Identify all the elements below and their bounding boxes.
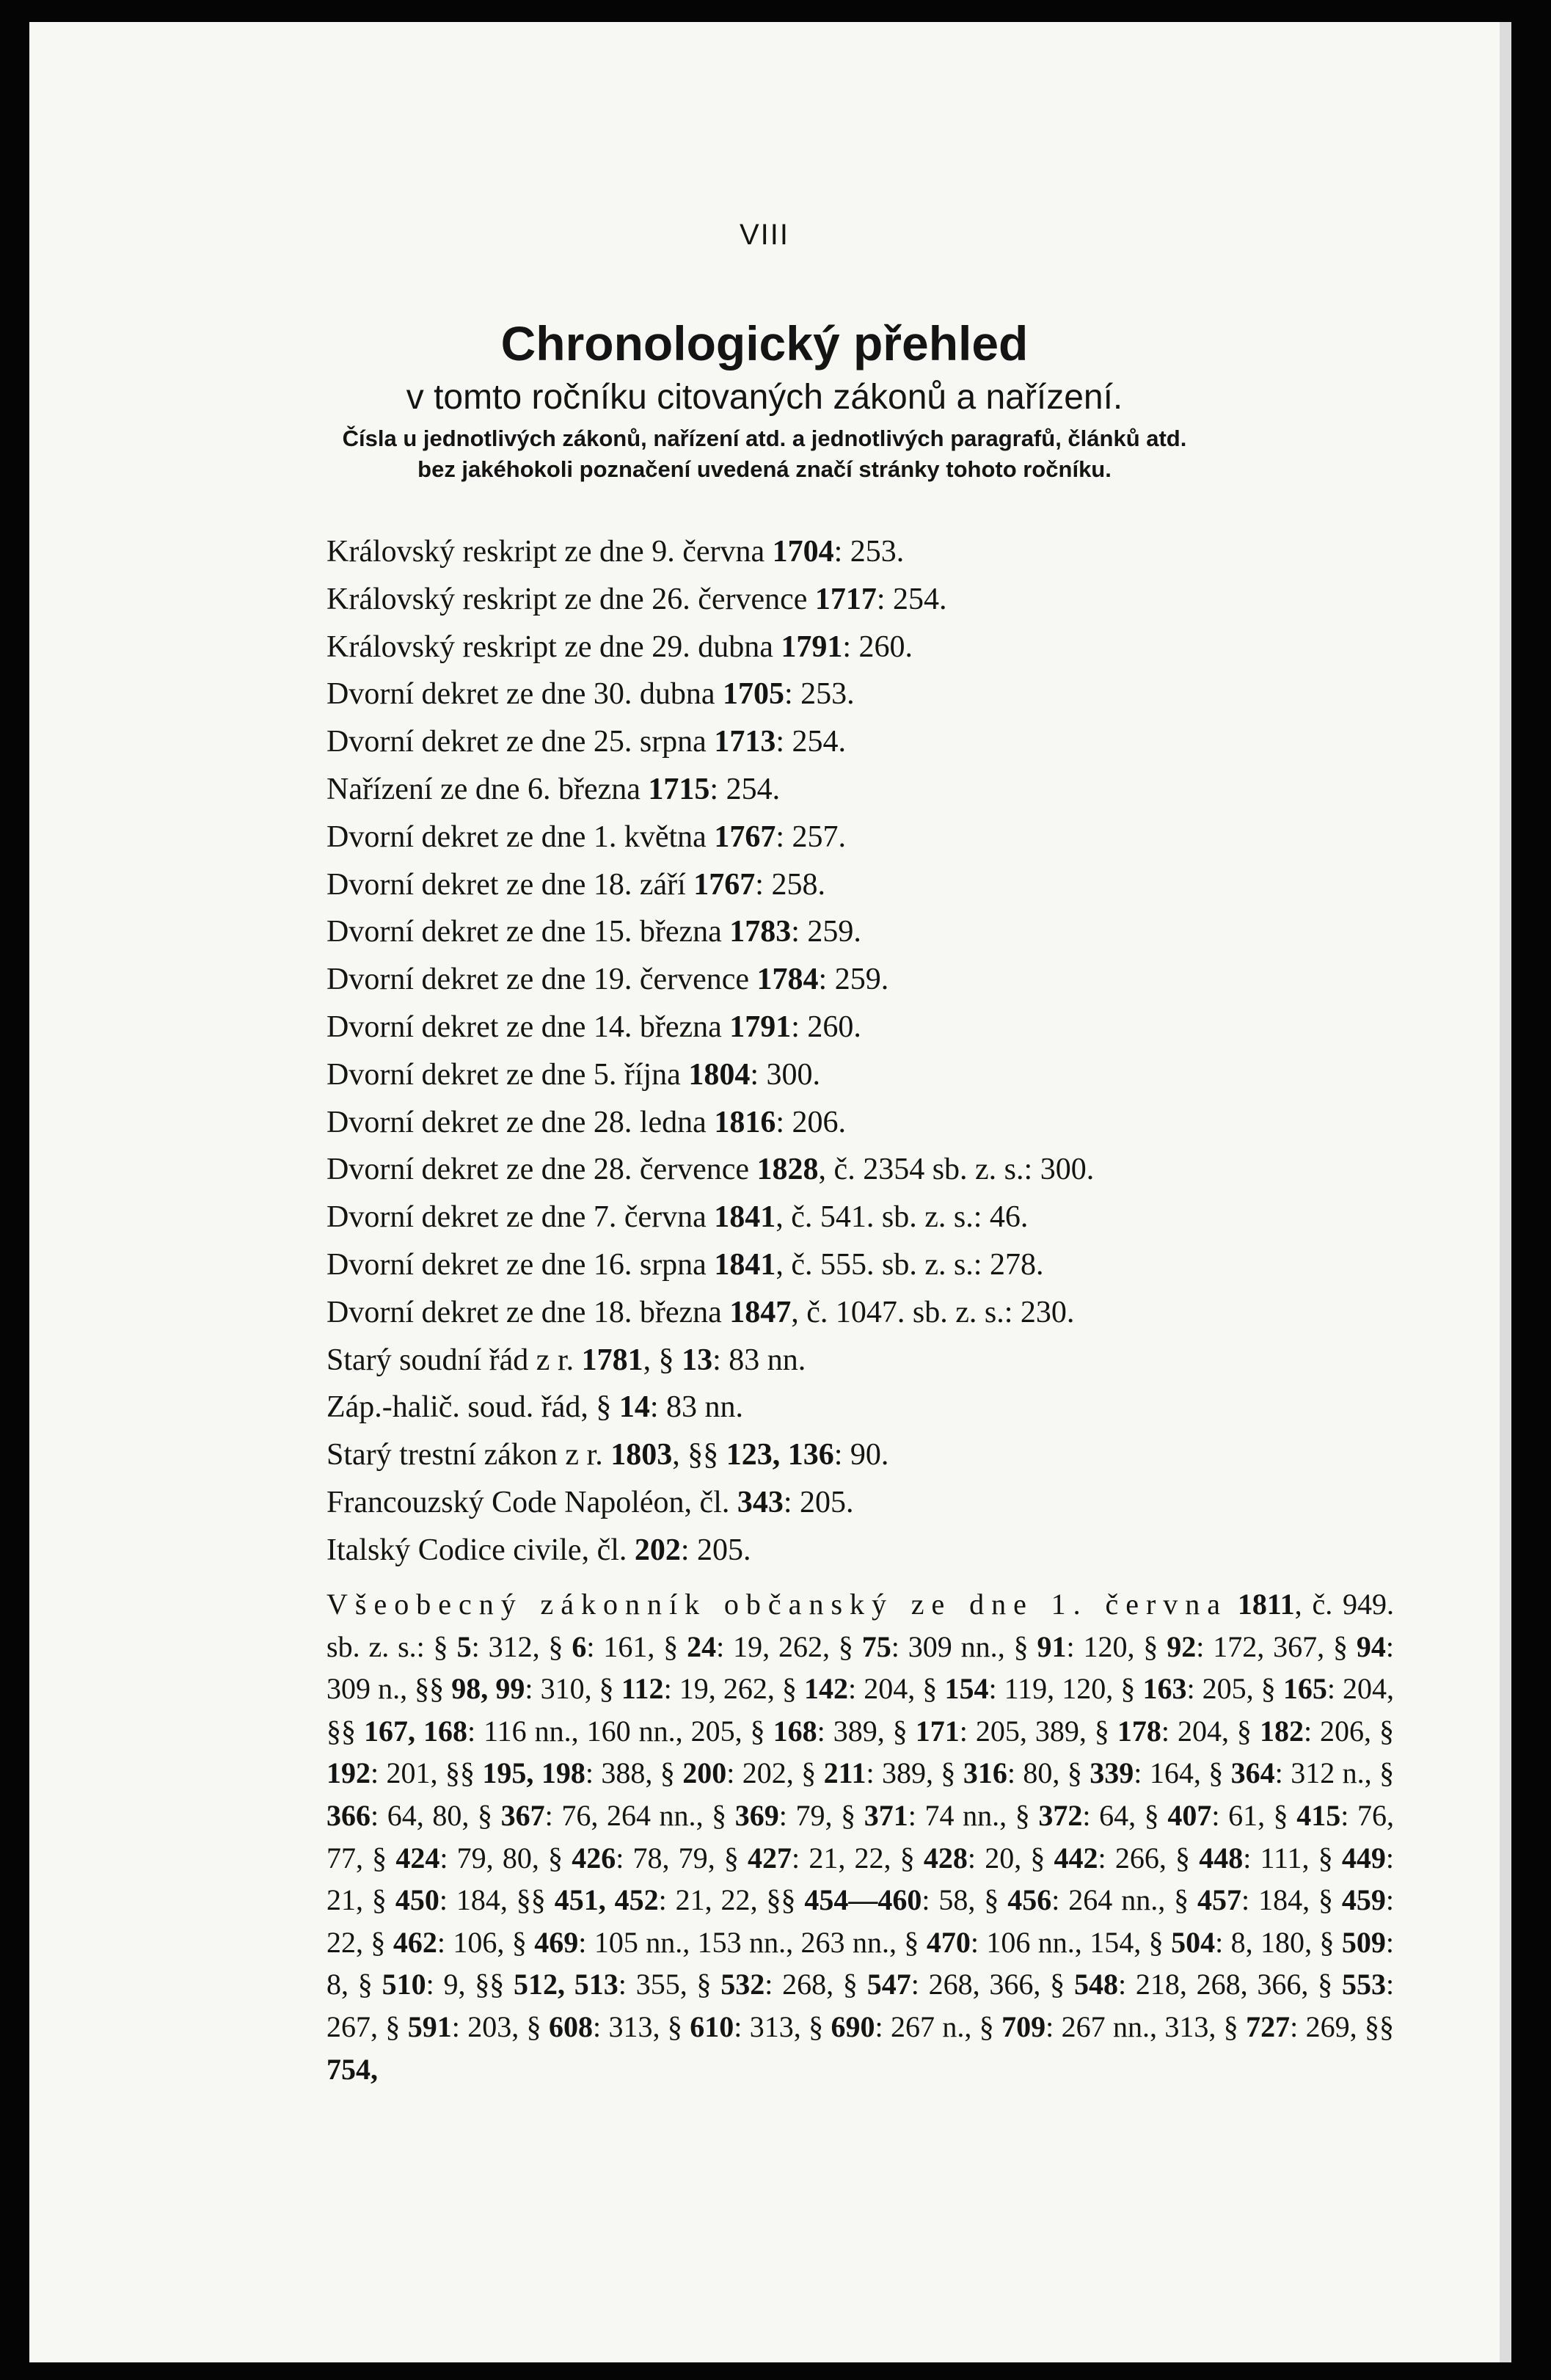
page-reference: 205 bbox=[1202, 1672, 1247, 1706]
paragraph-reference: , § 154: 119, 120 bbox=[908, 1672, 1106, 1706]
entry-text: Dvorní dekret ze dne 14. března bbox=[326, 1010, 730, 1044]
paragraph-reference: , § 364: 312 n. bbox=[1193, 1756, 1365, 1790]
entry-text: Nařízení ze dne 6. března bbox=[326, 772, 649, 806]
page-reference: 267 n. bbox=[891, 2010, 965, 2043]
paragraph-reference: , § 591: 203 bbox=[371, 2010, 512, 2043]
paragraph-reference: , § 372: 64 bbox=[999, 1798, 1129, 1832]
paragraph-reference: , § 510: 9 bbox=[341, 1968, 459, 2001]
paragraph-reference: , § 369: 79 bbox=[696, 1798, 825, 1832]
paragraph-reference: , § 548: 218, 268, 366 bbox=[1033, 1968, 1302, 2001]
entry-reference: : 260. bbox=[842, 629, 913, 664]
paragraph-number: 462 bbox=[393, 1925, 437, 1959]
entry-reference: : 253. bbox=[784, 677, 855, 712]
page-reference: 111 bbox=[1260, 1841, 1302, 1875]
entry-year: 1784 bbox=[756, 963, 819, 997]
page-reference: 116 nn., 160 nn., 205 bbox=[483, 1714, 735, 1748]
entry-text: Dvorní dekret ze dne 18. března bbox=[326, 1295, 730, 1329]
paragraph-number: 591 bbox=[407, 2010, 452, 2043]
entry-reference: : 260. bbox=[791, 1010, 861, 1044]
paragraph-number: 94 bbox=[1356, 1629, 1386, 1663]
entry-line bbox=[326, 1289, 1412, 1337]
entry-year: 1783 bbox=[729, 915, 792, 949]
paragraph-number: 608 bbox=[549, 2010, 593, 2043]
page-reference: 105 nn., 153 nn., 263 nn. bbox=[594, 1925, 889, 1959]
entry-year: 1767 bbox=[714, 820, 776, 854]
entry-year: 1828 bbox=[756, 1153, 819, 1187]
paragraph-reference: , § 316: 80 bbox=[926, 1756, 1053, 1790]
entry-reference: : 300. bbox=[750, 1057, 820, 1092]
entry-text: Královský reskript ze dne 9. června bbox=[326, 535, 773, 569]
page-reference: 164 bbox=[1149, 1756, 1194, 1790]
page-reference: 184 bbox=[456, 1883, 500, 1917]
entry-line bbox=[326, 1384, 1412, 1431]
paragraph-number: 754, bbox=[326, 2052, 378, 2086]
entry-year: 14 bbox=[618, 1390, 650, 1425]
paragraph-number: 6 bbox=[572, 1629, 587, 1663]
civil-code-heading: Všeobecný zákonník občanský ze dne 1. června bbox=[326, 1588, 1228, 1621]
paragraph-reference: , § 168: 389 bbox=[734, 1714, 877, 1748]
civil-code-references bbox=[326, 1630, 1394, 2086]
page-reference: 203 bbox=[467, 2010, 512, 2043]
entry-year: 1791 bbox=[781, 629, 843, 664]
paragraph-reference: , § 171: 205, 389 bbox=[877, 1714, 1079, 1748]
paragraph-reference: , § 142: 204 bbox=[767, 1672, 908, 1706]
paragraph-number: 24 bbox=[687, 1629, 717, 1663]
page-reference: 120 bbox=[1083, 1629, 1128, 1663]
entry-text: Královský reskript ze dne 26. července bbox=[326, 582, 815, 616]
paragraph-reference: , §§ 195, 198: 388 bbox=[430, 1756, 646, 1790]
page-reference: 74 nn. bbox=[924, 1798, 1000, 1832]
entry-reference-tail: : 83 nn. bbox=[712, 1343, 806, 1377]
paragraph-number: 171 bbox=[915, 1714, 960, 1748]
paragraph-number: 448 bbox=[1199, 1841, 1244, 1875]
civil-code-year: 1811 bbox=[1237, 1588, 1295, 1621]
entry-year: 1781 bbox=[581, 1343, 643, 1377]
page-reference: 204 bbox=[864, 1672, 908, 1706]
paragraph-reference: , § 371: 74 nn. bbox=[825, 1798, 1000, 1832]
paragraph-reference: , § 415: 76, 77 bbox=[326, 1798, 1395, 1875]
paragraph-number: 532 bbox=[720, 1968, 765, 2001]
page-reference: 9 bbox=[443, 1968, 459, 2001]
paragraph-number: 200 bbox=[682, 1756, 727, 1790]
page-reference: 79 bbox=[795, 1798, 825, 1832]
paragraph-reference: , § 442: 266 bbox=[1014, 1841, 1159, 1875]
paragraph-number: 456 bbox=[1007, 1883, 1052, 1917]
entry-reference: : 254. bbox=[876, 582, 947, 616]
page-reference: 388 bbox=[601, 1756, 646, 1790]
page-reference: 205, 389 bbox=[975, 1714, 1079, 1748]
page-reference: 389 bbox=[833, 1714, 877, 1748]
paragraph-reference: , §§ 512, 513: 355 bbox=[458, 1968, 680, 2001]
page-reference: 312 n. bbox=[1291, 1756, 1365, 1790]
page-reference: 64 bbox=[1099, 1798, 1129, 1832]
paragraph-number: 426 bbox=[572, 1841, 616, 1875]
paragraph-reference: , § 610: 313 bbox=[652, 2010, 794, 2043]
paragraph-reference: , § 547: 268, 366 bbox=[826, 1968, 1034, 2001]
entry-text: Záp.-halič. soud. řád, § bbox=[326, 1390, 619, 1425]
paragraph-number: 364 bbox=[1230, 1756, 1275, 1790]
paragraph-reference: , § 339: 164 bbox=[1052, 1756, 1194, 1790]
paragraph-reference: , § 367: 76, 264 nn. bbox=[461, 1798, 696, 1832]
paragraph-reference: , § 456: 264 nn. bbox=[968, 1883, 1158, 1917]
page-reference: 202 bbox=[742, 1756, 787, 1790]
paragraph-number: 371 bbox=[864, 1798, 908, 1832]
paragraph-number: 454—460 bbox=[804, 1883, 922, 1917]
page-subtitle: v tomto ročníku citovaných zákonů a nařízení. bbox=[406, 378, 1123, 417]
paragraph-reference: , § 469: 105 nn., 153 nn., 263 nn. bbox=[497, 1925, 889, 1959]
page-reference: 355 bbox=[635, 1968, 680, 2001]
paragraph-reference: , § 553: 267 bbox=[326, 1968, 1395, 2043]
entry-text: Dvorní dekret ze dne 19. července bbox=[326, 963, 757, 997]
entry-year: 1704 bbox=[772, 535, 834, 569]
paragraph-reference: , § 94: 309 n. bbox=[326, 1629, 1395, 1706]
paragraph-reference: , § 690: 267 n. bbox=[793, 2010, 965, 2043]
entry-reference: , §§ bbox=[672, 1438, 726, 1472]
page-reference: 76, 264 nn. bbox=[561, 1798, 696, 1832]
entry-line bbox=[326, 528, 1412, 576]
entry-line bbox=[326, 1099, 1412, 1147]
paragraph-reference: , § 75: 309 nn. bbox=[822, 1629, 998, 1663]
entry-reference: : 257. bbox=[776, 820, 846, 854]
explanatory-note-line-2: bez jakéhokoli poznačení uvedená značí stránky tohoto ročníku. bbox=[417, 456, 1112, 482]
paragraph-number: 5 bbox=[456, 1629, 472, 1663]
page-number: VIII bbox=[739, 219, 790, 251]
paragraph-reference: , § 727: 269 bbox=[1208, 2010, 1350, 2043]
entry-line bbox=[326, 1479, 1412, 1527]
page-reference: 58 bbox=[938, 1883, 968, 1917]
paragraph-reference: , § 91: 120 bbox=[997, 1629, 1128, 1663]
page-reference: 76, 77 bbox=[326, 1798, 1395, 1875]
paragraph-number: 165 bbox=[1282, 1672, 1327, 1706]
paragraph-reference: , §§ 754, bbox=[326, 2010, 1394, 2086]
paragraph-number: 510 bbox=[382, 1968, 426, 2001]
page-reference: 21, 22 bbox=[809, 1841, 884, 1875]
paragraph-number: 142 bbox=[804, 1672, 849, 1706]
paragraph-number: 154 bbox=[944, 1672, 989, 1706]
page-reference: 22 bbox=[326, 1925, 356, 1959]
paragraph-number: 469 bbox=[534, 1925, 579, 1959]
paragraph-reference: , § 457: 184 bbox=[1158, 1883, 1303, 1917]
entry-text: Starý trestní zákon z r. bbox=[326, 1438, 611, 1472]
paragraph-reference: , § 470: 106 nn., 154 bbox=[888, 1925, 1134, 1959]
paragraph-reference: , §§ 167, 168: 116 nn., 160 nn., 205 bbox=[326, 1672, 1395, 1748]
paragraph-reference: , § 112: 19, 262 bbox=[584, 1672, 767, 1706]
paragraph-number: 547 bbox=[866, 1968, 911, 2001]
paragraph-reference: , § 163: 205 bbox=[1106, 1672, 1247, 1706]
paragraph-number: 182 bbox=[1259, 1714, 1304, 1748]
paragraph-number: 75 bbox=[861, 1629, 891, 1663]
page-reference: 184 bbox=[1258, 1883, 1303, 1917]
page-reference: 161 bbox=[603, 1629, 648, 1663]
paragraph-number: 548 bbox=[1073, 1968, 1118, 2001]
entry-line bbox=[326, 1241, 1412, 1289]
paragraph-reference: , § 427: 21, 22 bbox=[707, 1841, 884, 1875]
paragraph-number: 457 bbox=[1197, 1883, 1242, 1917]
paragraph-reference: , § 449: 21 bbox=[326, 1841, 1395, 1917]
entry-reference: : 259. bbox=[818, 963, 889, 997]
entry-text: Starý soudní řád z r. bbox=[326, 1343, 582, 1377]
page-reference: 267 bbox=[326, 2010, 371, 2043]
entry-reference-tail: : 90. bbox=[833, 1438, 889, 1472]
entry-line bbox=[326, 624, 1412, 671]
paragraph-number: 367 bbox=[500, 1798, 545, 1832]
paragraph-number: 98, 99 bbox=[451, 1672, 525, 1706]
entry-line bbox=[326, 766, 1412, 814]
entry-line bbox=[326, 956, 1412, 1004]
paragraph-number: 92 bbox=[1167, 1629, 1197, 1663]
paragraph-number: 450 bbox=[395, 1883, 439, 1917]
paragraph-number: 316 bbox=[963, 1756, 1007, 1790]
paragraph-reference: , § 462: 106 bbox=[356, 1925, 497, 1959]
page-reference: 268 bbox=[782, 1968, 827, 2001]
page-reference: 267 nn., 313 bbox=[1061, 2010, 1209, 2043]
paragraph-number: 459 bbox=[1341, 1883, 1386, 1917]
entry-year: 1841 bbox=[714, 1200, 776, 1235]
paragraph-number: 369 bbox=[734, 1798, 779, 1832]
entry-line bbox=[326, 671, 1412, 718]
document-page bbox=[29, 22, 1511, 2362]
entry-text: Dvorní dekret ze dne 15. března bbox=[326, 915, 730, 949]
page-reference: 204 bbox=[1343, 1672, 1387, 1706]
paragraph-number: 442 bbox=[1054, 1841, 1098, 1875]
paragraph-reference: , § 200: 202 bbox=[645, 1756, 787, 1790]
entry-reference: : 83 nn. bbox=[649, 1390, 744, 1425]
paragraph-reference: , § 426: 78, 79 bbox=[531, 1841, 708, 1875]
page-reference: 310 bbox=[540, 1672, 585, 1706]
page-reference: 78, 79 bbox=[632, 1841, 708, 1875]
paragraph-number: 366 bbox=[326, 1798, 371, 1832]
paragraph-number: 690 bbox=[831, 2010, 875, 2043]
page-reference: 119, 120 bbox=[1004, 1672, 1106, 1706]
page-reference: 264 nn. bbox=[1068, 1883, 1158, 1917]
entry-line bbox=[326, 1431, 1412, 1479]
page-reference: 79, 80 bbox=[456, 1841, 532, 1875]
page-reference: 106 nn., 154 bbox=[986, 1925, 1134, 1959]
paragraph-reference: , § 504: 8, 180 bbox=[1134, 1925, 1305, 1959]
paragraph-number: 415 bbox=[1296, 1798, 1341, 1832]
entry-text: Dvorní dekret ze dne 16. srpna bbox=[326, 1247, 715, 1282]
entry-year: 1705 bbox=[723, 677, 784, 712]
paragraph-reference: , § 428: 20 bbox=[883, 1841, 1015, 1875]
paragraph-number: 168 bbox=[773, 1714, 817, 1748]
paragraph-number: 504 bbox=[1171, 1925, 1216, 1959]
entry-reference: : 258. bbox=[755, 867, 825, 902]
entry-text: Dvorní dekret ze dne 28. ledna bbox=[326, 1105, 715, 1139]
paragraph-number: 451, 452 bbox=[554, 1883, 659, 1917]
entry-line bbox=[326, 576, 1412, 624]
page-reference: 172, 367 bbox=[1213, 1629, 1318, 1663]
entry-line bbox=[326, 1527, 1412, 1574]
page-reference: 19, 262 bbox=[733, 1629, 823, 1663]
paragraph-reference: , § 709: 267 nn., 313 bbox=[964, 2010, 1209, 2043]
paragraph-number: 167, 168 bbox=[364, 1714, 467, 1748]
paragraph-number: 509 bbox=[1341, 1925, 1386, 1959]
page-reference: 313 bbox=[749, 2010, 794, 2043]
page-reference: 106 bbox=[453, 1925, 497, 1959]
page-reference: 80 bbox=[1023, 1756, 1053, 1790]
paragraph-number: 178 bbox=[1117, 1714, 1161, 1748]
entry-reference: , č. 2354 sb. z. s.: 300. bbox=[818, 1153, 1095, 1187]
page-reference: 61 bbox=[1228, 1798, 1258, 1832]
page-reference: 266 bbox=[1114, 1841, 1159, 1875]
paragraph-number: 428 bbox=[923, 1841, 968, 1875]
entry-text: Italský Codice civile, čl. bbox=[326, 1533, 635, 1567]
paragraph-reference: , § 6: 161 bbox=[532, 1629, 648, 1663]
entry-text: Francouzský Code Napoléon, čl. bbox=[326, 1485, 737, 1519]
entry-year: 1791 bbox=[729, 1010, 792, 1044]
page-reference: 309 n. bbox=[326, 1672, 401, 1706]
entry-line bbox=[326, 1146, 1412, 1194]
entry-year: 1847 bbox=[729, 1295, 792, 1329]
paragraph-number: 727 bbox=[1246, 2010, 1291, 2043]
entry-year: 1841 bbox=[714, 1247, 776, 1282]
paragraph-reference: , § 407: 61 bbox=[1128, 1798, 1258, 1832]
explanatory-note-line-1: Čísla u jednotlivých zákonů, nařízení atd. a jednotlivých paragrafů, článků atd. bbox=[342, 426, 1187, 451]
paragraph-number: 553 bbox=[1341, 1968, 1386, 2001]
page-reference: 268, 366 bbox=[928, 1968, 1034, 2001]
page-reference: 313 bbox=[608, 2010, 653, 2043]
page-reference: 389 bbox=[882, 1756, 926, 1790]
entry-year: 202 bbox=[634, 1533, 681, 1567]
paragraph-number: 610 bbox=[690, 2010, 734, 2043]
paragraph-number: 427 bbox=[748, 1841, 792, 1875]
page-reference: 8 bbox=[326, 1968, 341, 2001]
paragraph-number: 424 bbox=[395, 1841, 440, 1875]
entry-line bbox=[326, 1337, 1412, 1384]
entry-reference: , č. 541. sb. z. s.: 46. bbox=[776, 1200, 1029, 1235]
paragraph-number: 192 bbox=[326, 1756, 371, 1790]
entry-line bbox=[326, 814, 1412, 861]
entry-text: Dvorní dekret ze dne 18. září bbox=[326, 867, 694, 902]
entry-reference: : 205. bbox=[783, 1485, 854, 1519]
entry-line bbox=[326, 861, 1412, 909]
paragraph-reference: , § 366: 64, 80 bbox=[326, 1756, 1395, 1832]
entry-reference: : 254. bbox=[709, 772, 781, 806]
paragraph-reference: , § 424: 79, 80 bbox=[356, 1841, 532, 1875]
paragraph-number: 709 bbox=[1001, 2010, 1046, 2043]
paragraph-reference: , §§ 451, 452: 21, 22 bbox=[500, 1883, 751, 1917]
paragraph-reference: , §§ 454—460: 58 bbox=[750, 1883, 968, 1917]
paragraph-reference: , § 178: 204 bbox=[1079, 1714, 1222, 1748]
entry-text: Dvorní dekret ze dne 5. října bbox=[326, 1057, 689, 1092]
entry-reference: , § bbox=[643, 1343, 682, 1377]
entry-line bbox=[326, 908, 1412, 956]
paragraph-reference: , § 182: 206 bbox=[1221, 1714, 1365, 1748]
page-reference: 269 bbox=[1305, 2010, 1350, 2043]
page-title: Chronologický přehled bbox=[500, 316, 1029, 370]
paragraph-number: 449 bbox=[1341, 1841, 1386, 1875]
paragraph-reference: , § 92: 172, 367 bbox=[1127, 1629, 1318, 1663]
entry-year: 1816 bbox=[714, 1105, 776, 1139]
chronological-entry-list bbox=[326, 528, 1412, 1574]
paragraph-reference: , § 532: 268 bbox=[679, 1968, 827, 2001]
page-reference: 309 nn. bbox=[908, 1629, 998, 1663]
paragraph-number: 112 bbox=[621, 1672, 664, 1706]
entry-reference: : 253. bbox=[833, 535, 905, 569]
paragraph-number: 512, 513 bbox=[514, 1968, 618, 2001]
entry-reference: : 254. bbox=[776, 725, 846, 759]
entry-reference: : 206. bbox=[776, 1105, 846, 1139]
paragraph-number: 91 bbox=[1037, 1629, 1067, 1663]
paragraph-number: 407 bbox=[1167, 1798, 1212, 1832]
entry-number: 123, 136 bbox=[726, 1438, 834, 1472]
entry-year: 1804 bbox=[688, 1057, 751, 1092]
entry-text: Dvorní dekret ze dne 28. července bbox=[326, 1153, 757, 1187]
entry-year: 1713 bbox=[714, 725, 776, 759]
page-reference: 64, 80 bbox=[387, 1798, 462, 1832]
paragraph-number: 211 bbox=[823, 1756, 866, 1790]
paragraph-reference: , § 450: 184 bbox=[356, 1883, 500, 1917]
entry-text: Dvorní dekret ze dne 7. června bbox=[326, 1200, 715, 1235]
entry-line bbox=[326, 1194, 1412, 1241]
paragraph-number: 195, 198 bbox=[482, 1756, 585, 1790]
paragraph-reference: , § 459: 22 bbox=[326, 1883, 1395, 1959]
entry-line bbox=[326, 718, 1412, 766]
paragraph-number: 372 bbox=[1038, 1798, 1083, 1832]
civil-code-ref: , č. 949. sb. z. s.: bbox=[326, 1588, 1394, 1663]
entry-number: 13 bbox=[682, 1343, 713, 1377]
entry-year: 343 bbox=[737, 1485, 784, 1519]
page-reference: 19, 262 bbox=[679, 1672, 767, 1706]
entry-year: 1803 bbox=[610, 1438, 673, 1472]
page-reference: 21, 22 bbox=[675, 1883, 751, 1917]
paragraph-reference: , § 24: 19, 262 bbox=[647, 1629, 823, 1663]
entry-text: Dvorní dekret ze dne 1. května bbox=[326, 820, 715, 854]
entry-line bbox=[326, 1051, 1412, 1099]
entry-text: Dvorní dekret ze dne 25. srpna bbox=[326, 725, 715, 759]
entry-reference: : 259. bbox=[791, 915, 861, 949]
page-reference: 204 bbox=[1177, 1714, 1222, 1748]
paragraph-reference: , §§ 98, 99: 310 bbox=[400, 1672, 585, 1706]
paragraph-number: 163 bbox=[1142, 1672, 1187, 1706]
entry-text: Královský reskript ze dne 29. dubna bbox=[326, 629, 781, 664]
paragraph-reference: § 5: 312 bbox=[424, 1629, 533, 1663]
page-reference: 8, 180 bbox=[1230, 1925, 1305, 1959]
paragraph-reference: , § 211: 389 bbox=[786, 1756, 926, 1790]
page-reference: 20 bbox=[985, 1841, 1015, 1875]
paragraph-reference: , § 448: 111 bbox=[1158, 1841, 1302, 1875]
paragraph-reference: , § 192: 201 bbox=[326, 1714, 1395, 1790]
entry-reference: , č. 1047. sb. z. s.: 230. bbox=[791, 1295, 1075, 1329]
paragraph-number: 339 bbox=[1090, 1756, 1134, 1790]
page-reference: 312 bbox=[488, 1629, 533, 1663]
page-reference: 218, 268, 366 bbox=[1135, 1968, 1302, 2001]
civil-code-entry bbox=[326, 1583, 1394, 2090]
page-reference: 206 bbox=[1320, 1714, 1365, 1748]
page-reference: 201 bbox=[386, 1756, 431, 1790]
entry-year: 1767 bbox=[693, 867, 756, 902]
paragraph-number: 470 bbox=[926, 1925, 971, 1959]
entry-reference: : 205. bbox=[680, 1533, 751, 1567]
paragraph-reference: , § 165: 204 bbox=[1246, 1672, 1387, 1706]
paragraph-reference: , § 608: 313 bbox=[511, 2010, 653, 2043]
entry-reference: , č. 555. sb. z. s.: 278. bbox=[776, 1247, 1044, 1282]
entry-text: Dvorní dekret ze dne 30. dubna bbox=[326, 677, 723, 712]
entry-year: 1715 bbox=[648, 772, 710, 806]
paragraph-reference: , § 509: 8 bbox=[326, 1925, 1395, 2001]
entry-year: 1717 bbox=[814, 582, 877, 616]
page-reference: 21 bbox=[326, 1883, 356, 1917]
entry-line bbox=[326, 1004, 1412, 1051]
